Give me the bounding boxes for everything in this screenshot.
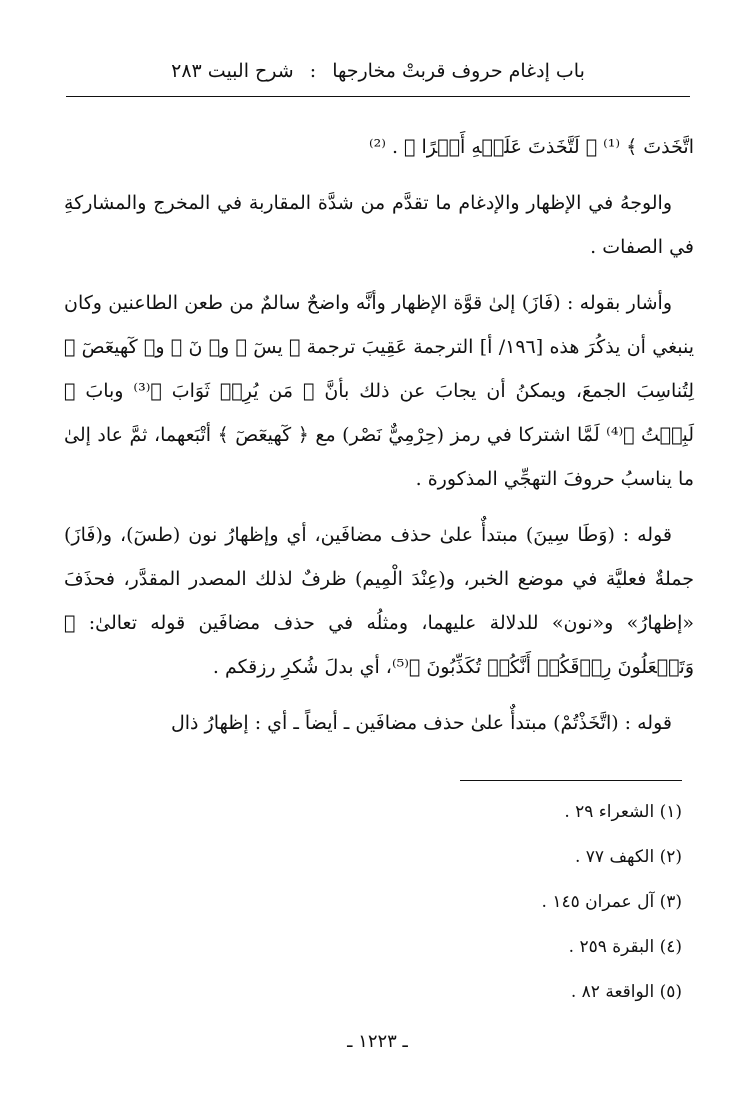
chapter-title: باب إدغام حروف قربتْ مخارجها — [332, 60, 585, 82]
paragraph-4: قوله : (وَطَا سِينَ) مبتدأٌ علىٰ حذف مضافَين، أي وإظهارُ نون (طسٓ)، و(فَازَ) جملةٌ فعليَّة في موضع الخبر، و(عِنْدَ الْمِيم) ظرفٌ لذلك المصدر المقدَّر، فحذَفَ «إظهارُ» و«نون» للدلالة عليهما، ومثلُه في حذف مضافَين قوله تعالىٰ: ﴿ وَتَجۡعَلُونَ رِزۡقَكُمۡ أَنَّكُمۡ تُكَذِّبُونَ ﴾⁽⁵⁾، أي بدلَ شُكرِ رزقكم . — [64, 524, 694, 678]
header-separator: : — [309, 60, 317, 82]
paragraph-5: قوله : (اتَّخَذْتُمْ) مبتدأٌ علىٰ حذف مضافَين ـ أيضاً ـ أي : إظهارُ ذال — [170, 712, 672, 734]
running-header — [68, 56, 688, 86]
footnote-2: (٢) الكهف ٧٧ . — [574, 847, 682, 867]
paragraph-2: والوجهُ في الإظهار والإدغام ما تقدَّم من شدَّة المقاربة في المخرج والمشاركةِ في الصفات . — [64, 192, 694, 258]
main-text — [64, 125, 694, 757]
footnotes-list — [300, 790, 682, 1015]
paragraph-1: اتَّخَذتَ ﴾ ⁽¹⁾ ﴿ لَتَّخَذتَ عَلَيۡهِ أَجۡرًا ﴾ . ⁽²⁾ — [368, 136, 694, 158]
paragraph-3: وأشار بقوله : (فَازَ) إلىٰ قوَّة الإظهار وأنَّه واضحٌ سالمٌ من طعن الطاعنين وكان ينبغي أن يذكُرَ هذه [١٩٦/ أ] الترجمة عَقِيبَ ترجمة ﴿ يسٓ ﴾ و﴿ نٓ ﴾ و﴿ كٓهيعٓصٓ ﴾ لِتُناسِبَ الجمعَ، ويمكنُ أن يجابَ عن ذلك بأنَّ ﴿ مَن يُرِدۡ ثَوَابَ ﴾⁽³⁾ وبابَ ﴿ لَبِثۡتُ ﴾⁽⁴⁾ لَمَّا اشتركا في رمز (حِرْمِيٌّ نَصْر) مع ﴿ كٓهيعٓصٓ ﴾ أتْبَعهما، ثمَّ عاد إلىٰ ما يناسبُ حروفَ التهجِّي المذكورة . — [64, 292, 695, 490]
page-number: ـ ١٢٢٣ ـ — [347, 1031, 408, 1052]
footnote-3: (٣) آل عمران ١٤٥ . — [541, 892, 682, 912]
section-title: شرح البيت ٢٨٣ — [171, 60, 294, 82]
footnote-1: (١) الشعراء ٢٩ . — [564, 802, 682, 822]
footnote-rule — [460, 780, 682, 781]
footnote-4: (٤) البقرة ٢٥٩ . — [568, 937, 682, 957]
header-rule — [66, 96, 690, 97]
footnote-5: (٥) الواقعة ٨٢ . — [570, 982, 682, 1002]
